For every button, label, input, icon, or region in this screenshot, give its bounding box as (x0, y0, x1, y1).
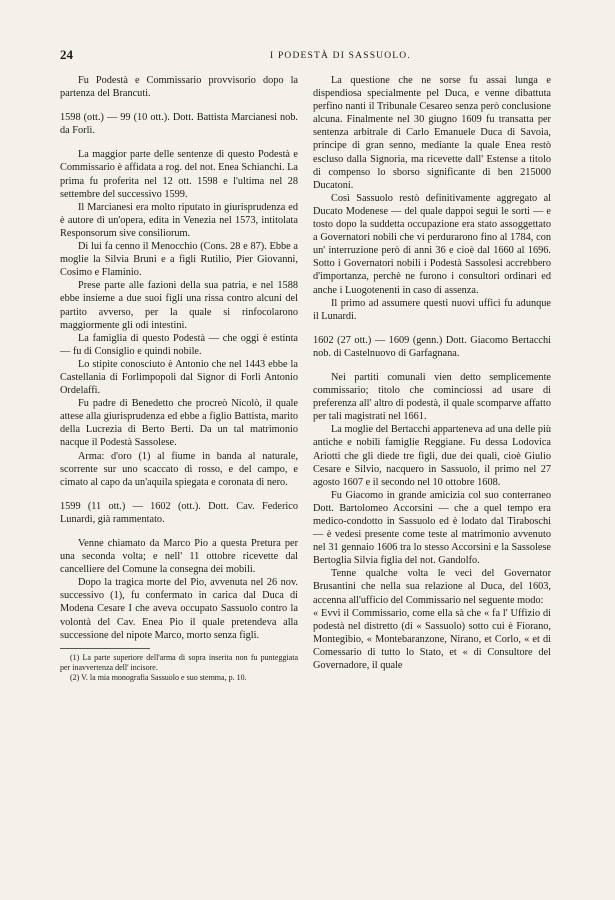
paragraph: La famiglia di questo Podestà — che oggi è estinta — fu di Consiglio e quindi nobile. (60, 332, 298, 357)
paragraph: Nei partiti comunali vien detto semplicemente commissario; titolo che cominciossi ad usare di preferenza all' altro di podestà, il quale scomparve affatto per tali magistrati nel 1661. (313, 371, 551, 423)
footnotes (60, 653, 298, 683)
running-head: I PODESTÀ DI SASSUOLO. (270, 51, 411, 61)
paragraph: Il Marcianesi era molto riputato in giurisprudenza ed è autore di un'opera, edita in Venezia nel 1573, intitolata Responsorum sive consiliorum. (60, 201, 298, 239)
paragraph: Tenne qualche volta le veci del Governator Brusantini che nella sua relazione al Duca, del 1603, accenna all'ufficio del Commissario nel seguente modo: (313, 568, 551, 606)
footnote: (1) La parte superiore dell'arma di sopra inserita non fu punteggiata per inavvertenza dell' incisore. (60, 652, 298, 672)
paragraph: Fu Podestà e Commissario provvisorio dopo la partenza del Brancuti. (60, 75, 298, 100)
paragraph: Venne chiamato da Marco Pio a questa Pretura per una seconda volta; e nell' 11 ottobre ricevette dal cancelliere del Comune la consegna dei mobili. (60, 538, 298, 576)
chronology-entry: 1602 (27 ott.) — 1609 (genn.) Dott. Giacomo Bertacchi nob. di Castelnuovo di Garfagnana. (313, 334, 551, 359)
chronology-entry: 1598 (ott.) — 99 (10 ott.). Dott. Battista Marcianesi nob. da Forlì. (60, 112, 298, 137)
paragraph: Il primo ad assumere questi nuovi uffici fu adunque il Lunardi. (313, 297, 551, 322)
right-column (313, 74, 551, 672)
page-header (60, 48, 557, 64)
paragraph: Lo stipite conosciuto è Antonio che nel 1443 ebbe la Castellania di Forlimpopoli dal Signor di Forlì Antonio Ordelaffi. (60, 358, 298, 397)
paragraph: Dopo la tragica morte del Pio, avvenuta nel 26 nov. successivo (1), fu confermato in carica dal Duca di Modena Cesare I che aveva occupato Sassuolo contro la volontà del Cav. Enea Pio il quale pretendeva alla successione del nipote Marco, morto senza figli. (60, 577, 298, 641)
paragraph: La moglie del Bertacchi apparteneva ad una delle più antiche e nobili famiglie Reggiane. Fu dessa Lodovica Ariotti che gli diede tre figli, due dei quali, cioè Giulio Cesare e Silvio, nacquero in Sassuolo, il primo nel 27 agosto 1607 e il secondo nel 10 ottobre 1608. (313, 424, 551, 488)
paragraph: Prese parte alle fazioni della sua patria, e nel 1588 ebbe insieme a due suoi figli una rissa contro alcuni del partito avverso, per la quale si rinfocolarono maggiormente gli odi intestini. (60, 280, 298, 331)
paragraph: Fu Giacomo in grande amicizia col suo conterraneo Dott. Bartolomeo Accorsini — che a quel tempo era medico-condotto in Sassuolo ed è lodato dal Tiraboschi — è vedesi presente come teste al matrimonio avvenuto nel 31 gennaio 1606 tra lo stesso Accorsini e la Sassolese Bertoglia Silvia figlia del not. Gandolfo. (313, 489, 551, 567)
footnote: (2) V. la mia monografia Sassuolo e suo stemma, p. 10. (70, 672, 247, 682)
quotation-text: « Evvi il Commissario, come ella sà che « fa l' Uffizio di podestà nel distretto (di « Sassuolo) sotto cui è Fiorano, Montegibio, « Montebaranzone, Nirano, et Corlo, « et di Comessario di tutto lo Stato, et « di Consultore del Governadore, il quale (313, 607, 551, 672)
paragraph: Così Sassuolo restò definitivamente aggregato al Ducato Modenese — del quale dappoi seguì le sorti — e tosto dopo la suddetta occupazione era stato assoggettato a Governatori nobili che vi perdurarono fino al 1784, con un' interruzione però di anni 36 e cioè dal 1660 al 1696. Sotto i Governatori nobili i Podestà Sassolesi accrebbero d'importanza, perchè ne furono i consultori ordinari ed anche i Luogotenenti in caso di assenza. (313, 192, 551, 296)
chronology-entry: 1599 (11 ott.) — 1602 (ott.). Dott. Cav. Federico Lunardi, già rammentato. (60, 500, 298, 525)
quotation (313, 607, 551, 672)
paragraph: La questione che ne sorse fu assai lunga e dispendiosa specialmente pel Duca, e venne dibattuta perfino nanti il Tribunale Cesareo senza però conclusione alcuna. Finalmente nel 30 giugno 1609 fu transatta per sentenza arbitrale di Carlo Emanuele Duca di Savoia, principe di gran senno, mediante la quale Enea restò escluso dalla Signoria, ma ricevette dall' Estense a titolo di compenso lo sborso significante di ben 215000 Ducatoni. (313, 75, 551, 191)
paragraph: La maggior parte delle sentenze di questo Podestà e Commissario è affidata a rog. del not. Enea Schianchi. La prima fu proferita nel 12 ott. 1598 e l'ultima nel 28 settembre del successivo 1599. (60, 149, 298, 200)
paragraph: Arma: d'oro (1) al fiume in banda al naturale, scorrente sur uno scaccato di rosso, e del campo, e cimato al capo da un'aquila spiegata e coronata di nero. (60, 450, 298, 488)
left-column (60, 74, 298, 683)
paragraph: Fu padre di Benedetto che procreò Nicolò, il quale attese alla giurisprudenza ed ebbe a figlio Battista, marito della Lucrezia di Berto Berti. Da un tal matrimonio nacque il Podestà Sassolese. (60, 398, 298, 449)
paragraph: Di lui fa cenno il Menocchio (Cons. 28 e 87). Ebbe a moglie la Silvia Bruni e a figli Rutilio, Pier Giovanni, Cosimo e Flaminio. (60, 241, 298, 279)
page-number: 24 (60, 47, 73, 62)
footnote-divider (60, 648, 150, 649)
